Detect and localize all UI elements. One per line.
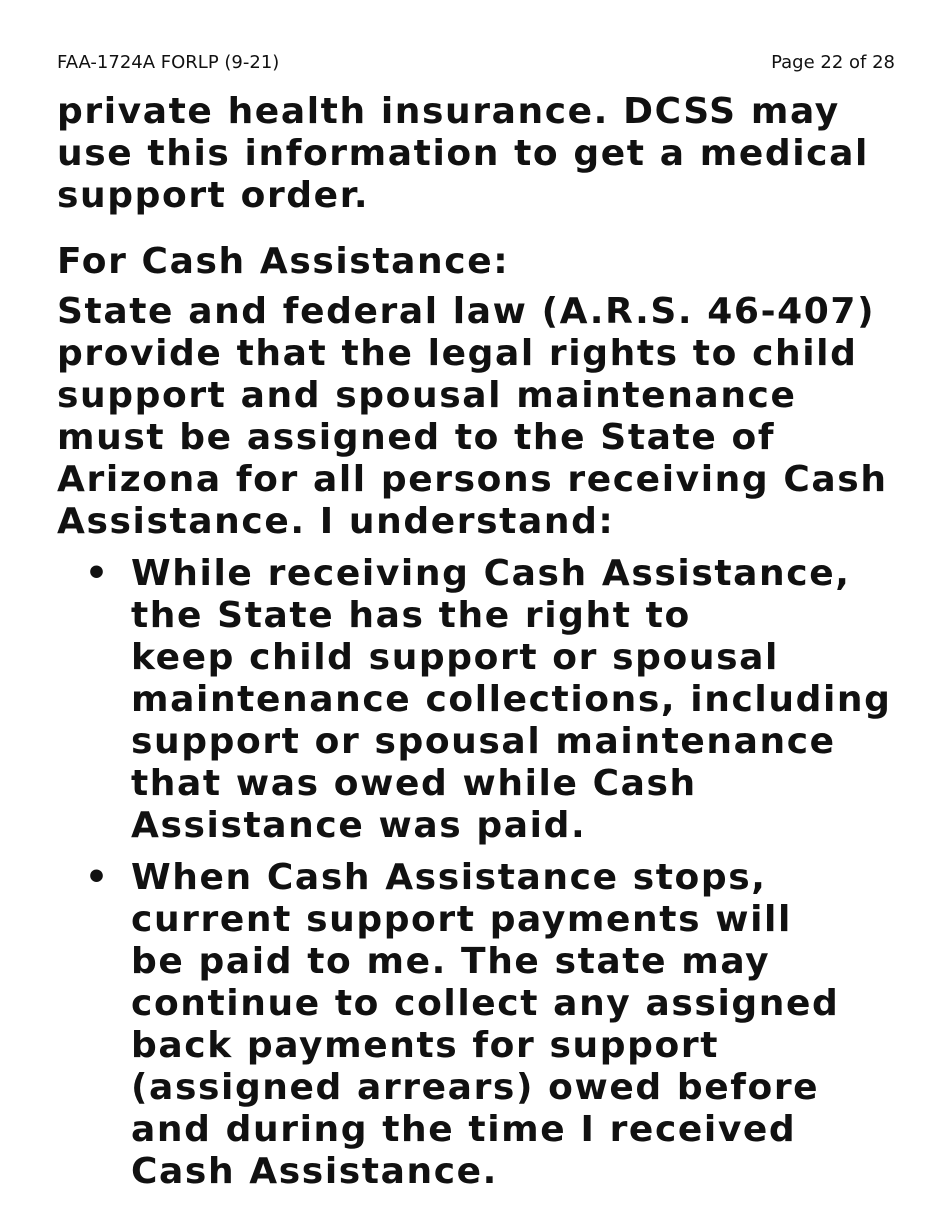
- form-id: FAA-1724A FORLP (9-21): [57, 52, 280, 73]
- document-body: [57, 91, 907, 1203]
- text-line: and during the time I received: [131, 1109, 797, 1150]
- law-paragraph: [57, 291, 907, 543]
- text-line: keep child support or spousal: [131, 637, 779, 678]
- page-header: [57, 52, 895, 76]
- text-line: Arizona for all persons receiving Cash: [57, 459, 888, 500]
- text-line: Assistance was paid.: [131, 805, 587, 846]
- text-line: While receiving Cash Assistance,: [131, 553, 851, 594]
- text-line: back payments for support: [131, 1025, 719, 1066]
- bullet-item-payments-after: [57, 857, 907, 1193]
- text-line: provide that the legal rights to child: [57, 333, 858, 374]
- bullet-icon: •: [85, 857, 110, 898]
- text-line: support order.: [57, 175, 370, 216]
- text-line: support or spousal maintenance: [131, 721, 836, 762]
- cash-assistance-heading: For Cash Assistance:: [57, 241, 510, 282]
- text-line: When Cash Assistance stops,: [131, 857, 767, 898]
- text-line: the State has the right to: [131, 595, 691, 636]
- bullet-icon: •: [85, 553, 110, 594]
- text-line: Cash Assistance.: [131, 1151, 498, 1192]
- text-line: that was owed while Cash: [131, 763, 697, 804]
- page-number: Page 22 of 28: [771, 52, 895, 73]
- understanding-bullet-list: [57, 553, 907, 1193]
- text-line: use this information to get a medical: [57, 133, 869, 174]
- text-line: (assigned arrears) owed before: [131, 1067, 820, 1108]
- bullet-item-state-rights: [57, 553, 907, 847]
- text-line: maintenance collections, including: [131, 679, 892, 720]
- text-line: private health insurance. DCSS may: [57, 91, 840, 132]
- text-line: be paid to me. The state may: [131, 941, 771, 982]
- text-line: Assistance. I understand:: [57, 501, 615, 542]
- text-line: State and federal law (A.R.S. 46-407): [57, 291, 876, 332]
- text-line: support and spousal maintenance: [57, 375, 797, 416]
- text-line: continue to collect any assigned: [131, 983, 840, 1024]
- intro-paragraph: [57, 91, 907, 217]
- text-line: current support payments will: [131, 899, 792, 940]
- text-line: must be assigned to the State of: [57, 417, 776, 458]
